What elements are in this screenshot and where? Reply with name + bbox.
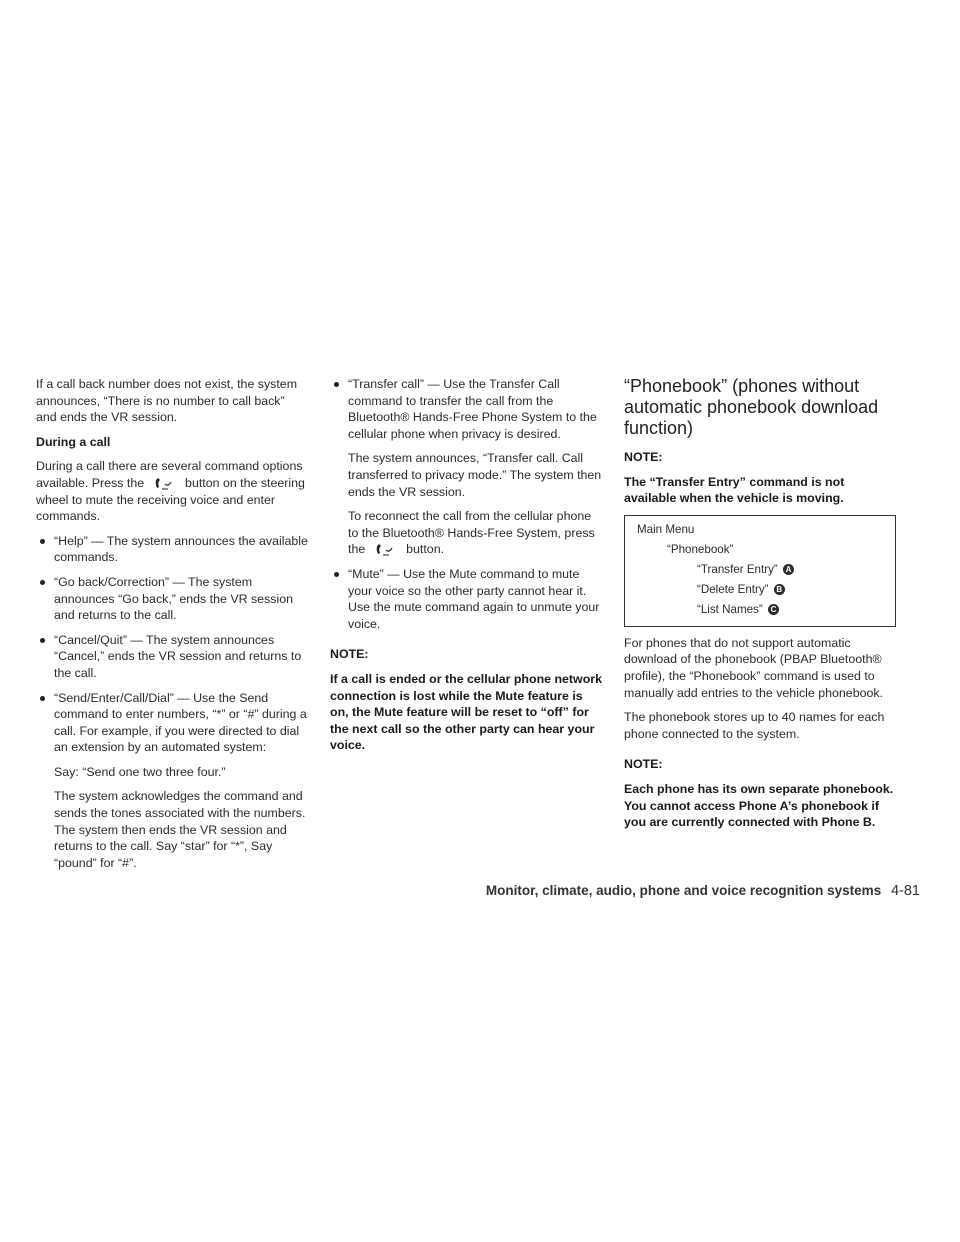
- bullet-help: “Help” — The system announces the available commands.: [36, 533, 308, 566]
- bullet-send: “Send/Enter/Call/Dial” — Use the Send command to enter numbers, “*” or “#” during a call. For example, if you were directed to dial an extension by an automated system:: [36, 690, 308, 756]
- intro-paragraph: If a call back number does not exist, the system announces, “There is no number to call back” and ends the VR session.: [36, 377, 298, 425]
- note-transfer-entry-text: The “Transfer Entry” command is not available when the vehicle is moving.: [624, 474, 845, 506]
- section-heading-during-call: During a call: [36, 434, 111, 449]
- menu-item-label: “Delete Entry”: [697, 582, 769, 596]
- reconnect-text-a: To reconnect the call from the cellular phone to the Bluetooth® Hands-Free System, press the: [348, 509, 595, 557]
- during-call-text-a: During a call there are several command options available. Press the: [36, 459, 303, 490]
- page-number: 4-81: [890, 883, 920, 899]
- note-separate-phonebook-text: Each phone has its own separate phonebook. You cannot access Phone A’s phonebook if you are currently connected with Phone B.: [624, 781, 894, 830]
- phone-talk-icon: [369, 543, 403, 557]
- during-call-paragraph: [36, 458, 308, 524]
- reconnect-paragraph: [330, 508, 602, 558]
- column-1: [36, 376, 308, 879]
- menu-delete-entry: [637, 580, 883, 600]
- column-3: [624, 376, 896, 839]
- phonebook-paragraph-2: The phonebook stores up to 40 names for each phone connected to the system.: [624, 710, 885, 741]
- menu-phonebook: “Phonebook”: [667, 542, 734, 556]
- callout-c-badge: C: [768, 604, 779, 615]
- section-title-phonebook: “Phonebook” (phones without automatic phonebook download function): [624, 376, 879, 438]
- column-2: [330, 376, 602, 762]
- menu-item-label: “List Names”: [697, 602, 763, 616]
- acknowledge-paragraph: The system acknowledges the command and sends the tones associated with the numbers. The system then ends the VR session and returns to the call. Say “star” for “*”, Say “pound” for “#”.: [54, 789, 306, 870]
- bullet-go-back: “Go back/Correction” — The system announces “Go back,” ends the VR session and returns to the call.: [36, 574, 308, 624]
- phone-talk-icon: [148, 477, 182, 491]
- menu-item-label: “Transfer Entry”: [697, 562, 778, 576]
- say-example: Say: “Send one two three four.”: [54, 764, 226, 779]
- during-call-text-b: button on the steering wheel to mute the receiving voice and enter commands.: [36, 475, 305, 524]
- reconnect-text-b: button.: [406, 542, 445, 557]
- phonebook-paragraph-1: For phones that do not support automatic download of the phonebook (PBAP Bluetooth® profile), the “Phonebook” command is used to manually add entries to the vehicle phonebook.: [624, 635, 883, 700]
- menu-main: Main Menu: [637, 522, 695, 536]
- note-label: NOTE:: [624, 450, 663, 464]
- footer-chapter-title: Monitor, climate, audio, phone and voice recognition systems: [485, 883, 882, 898]
- callout-b-badge: B: [774, 584, 785, 595]
- bullet-transfer-call: “Transfer call” — Use the Transfer Call command to transfer the call from the Bluetooth® Hands-Free Phone System to the cellular phone when privacy is desired.: [330, 376, 602, 442]
- page-footer: [486, 883, 920, 899]
- menu-tree-box: [624, 515, 896, 627]
- transfer-announcement: The system announces, “Transfer call. Call transferred to privacy mode.” The system then ends the VR session.: [348, 451, 602, 499]
- menu-list-names: [637, 600, 883, 620]
- bullet-cancel: “Cancel/Quit” — The system announces “Cancel,” ends the VR session and returns to the call.: [36, 632, 308, 682]
- note-label: NOTE:: [624, 757, 663, 772]
- note-mute-text: If a call is ended or the cellular phone network connection is lost while the Mute feature is on, the Mute feature will be reset to “off” for the next call so the other party can hear your voice.: [330, 671, 602, 753]
- bullet-mute: “Mute” — Use the Mute command to mute your voice so the other party cannot hear it. Use the mute command again to unmute your voice.: [330, 566, 602, 632]
- menu-transfer-entry: [637, 560, 883, 580]
- callout-a-badge: A: [783, 564, 794, 575]
- note-label: NOTE:: [330, 647, 369, 662]
